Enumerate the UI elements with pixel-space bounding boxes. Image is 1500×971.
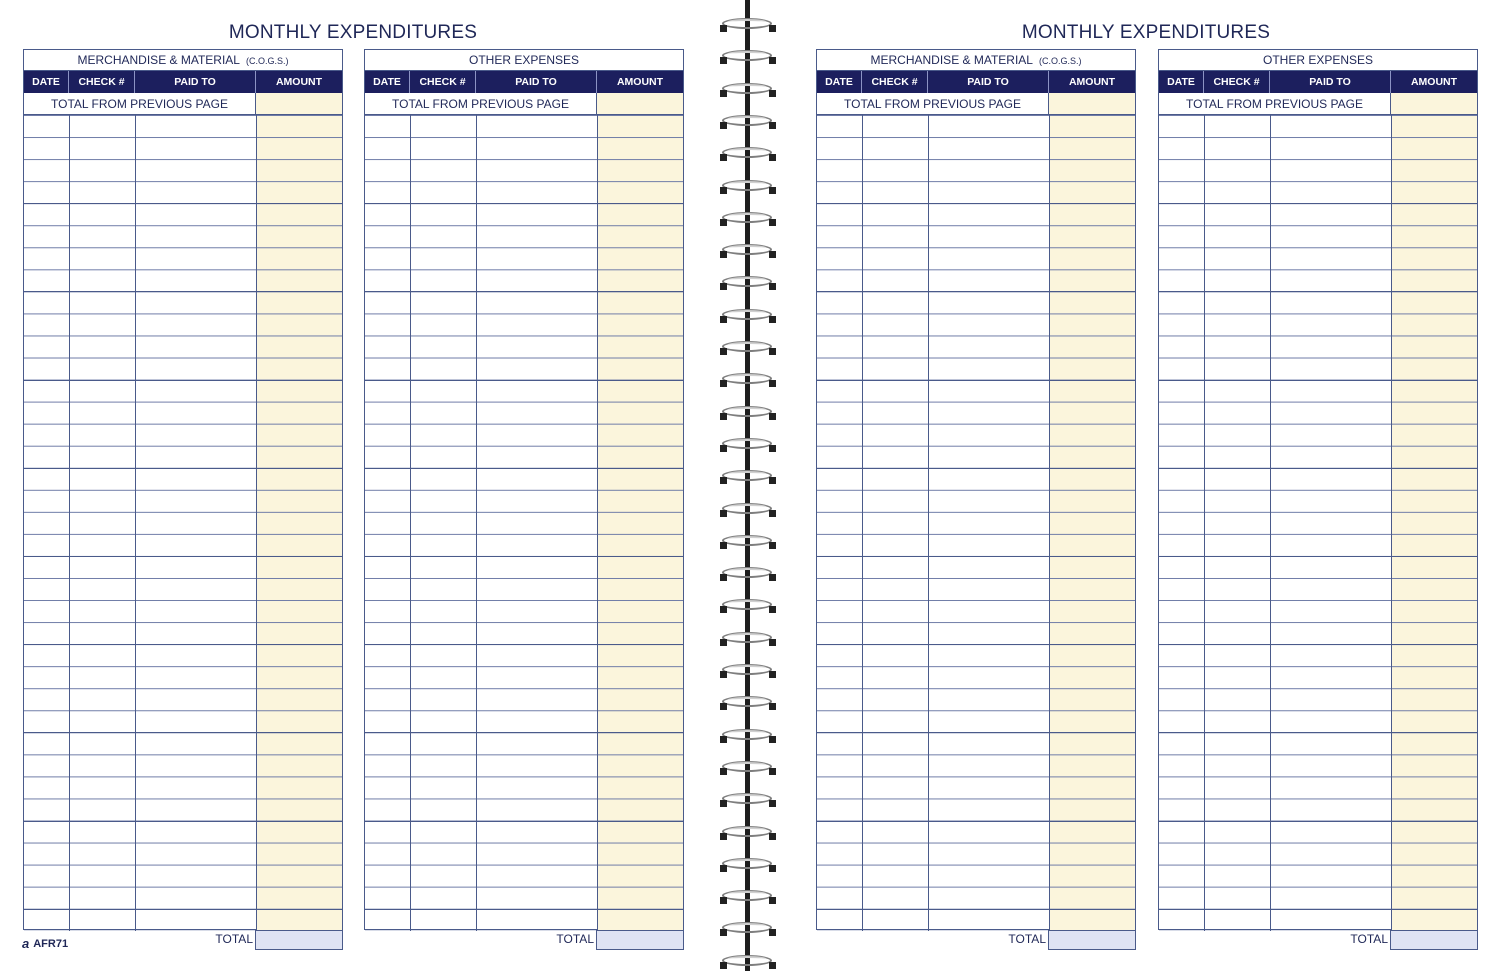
brand-logo-icon: a [22,936,30,951]
grid-group-line [1159,291,1477,292]
col-paid-to: PAID TO [1270,71,1391,93]
grid-group-line [1159,732,1477,733]
grid-group-line [24,821,342,822]
amount-column[interactable] [597,115,683,931]
grid-divider [1270,115,1271,931]
spiral-ring [722,309,774,324]
spiral-ring [722,567,774,582]
grid-group-line [1159,556,1477,557]
page-title-right: MONTHLY EXPENDITURES [1021,22,1271,43]
col-check: CHECK # [69,71,135,93]
spiral-ring [722,276,774,291]
grid-group-line [365,821,683,822]
spiral-ring [722,922,774,937]
entry-grid[interactable] [365,115,683,931]
ledger-other-right [1158,49,1478,930]
total-row [23,930,343,950]
section-title [24,50,342,71]
grid-group-line [1159,203,1477,204]
entry-grid[interactable] [24,115,342,931]
total-label: TOTAL [1008,932,1046,946]
spiral-ring [722,406,774,421]
section-subtitle: (C.O.G.S.) [245,56,289,66]
total-from-previous-label: TOTAL FROM PREVIOUS PAGE [365,93,597,114]
grid-divider [135,115,136,931]
amount-column[interactable] [1391,115,1477,931]
col-amount: AMOUNT [616,76,664,88]
grid-group-line [24,732,342,733]
section-title-text: OTHER EXPENSES [468,53,580,67]
spiral-ring [722,632,774,647]
grid-group-line [817,644,1135,645]
total-label: TOTAL [215,932,253,946]
spiral-ring [722,535,774,550]
spiral-ring [722,373,774,388]
total-label: TOTAL [556,932,594,946]
grid-divider [256,115,257,931]
spiral-ring [722,826,774,841]
spiral-ring [722,503,774,518]
grid-group-line [1159,380,1477,381]
grid-group-line [365,732,683,733]
grid-group-line [365,909,683,910]
ledger-merchandise-right [816,49,1136,930]
ledger-merchandise-left [23,49,343,930]
total-amount-box[interactable] [1048,930,1136,950]
grid-group-line [24,644,342,645]
spiral-ring [722,212,774,227]
grid-group-line [1159,468,1477,469]
total-from-previous-amount[interactable] [597,93,683,114]
total-amount-box[interactable] [596,930,684,950]
spiral-ring [722,18,774,33]
grid-group-line [1159,644,1477,645]
spiral-ring [722,729,774,744]
col-check: CHECK # [1204,71,1270,93]
spiral-ring [722,50,774,65]
section-subtitle: (C.O.G.S.) [1038,56,1082,66]
total-amount-box[interactable] [255,930,343,950]
col-date: DATE [817,71,862,93]
spiral-ring [722,438,774,453]
total-from-previous-row [365,93,683,115]
grid-divider [69,115,70,931]
grid-group-line [817,380,1135,381]
grid-group-line [1159,909,1477,910]
total-from-previous-label: TOTAL FROM PREVIOUS PAGE [1159,93,1391,114]
grid-group-line [817,556,1135,557]
grid-group-line [817,821,1135,822]
col-paid-to: PAID TO [476,71,597,93]
spiral-ring [722,696,774,711]
spiral-ring [722,244,774,259]
grid-group-line [1159,821,1477,822]
grid-group-line [365,203,683,204]
grid-divider [1391,115,1392,931]
grid-divider [928,115,929,931]
grid-group-line [365,291,683,292]
section-title-text: MERCHANDISE & MATERIAL [870,53,1033,67]
grid-group-line [24,909,342,910]
grid-group-line [817,468,1135,469]
grid-divider [862,115,863,931]
grid-group-line [817,909,1135,910]
total-from-previous-row [24,93,342,115]
total-label: TOTAL [1350,932,1388,946]
product-code: AFR71 [33,937,69,950]
col-date: DATE [24,71,69,93]
grid-divider [476,115,477,931]
grid-divider [597,115,598,931]
total-from-previous-row [1159,93,1477,115]
col-check: CHECK # [862,71,928,93]
col-date: DATE [365,71,410,93]
grid-group-line [817,291,1135,292]
total-from-previous-amount[interactable] [1049,93,1135,114]
grid-group-line [365,380,683,381]
grid-group-line [24,556,342,557]
spiral-ring [722,599,774,614]
total-from-previous-row [817,93,1135,115]
grid-group-line [365,644,683,645]
total-amount-box[interactable] [1390,930,1478,950]
col-amount: AMOUNT [1410,76,1458,88]
spiral-ring [722,147,774,162]
spiral-ring [722,858,774,873]
ledger-other-left [364,49,684,930]
col-paid-to: PAID TO [928,71,1049,93]
grid-divider [1204,115,1205,931]
col-paid-to: PAID TO [135,71,256,93]
footer-product-code [22,936,68,951]
grid-group-line [365,468,683,469]
col-amount: AMOUNT [1068,76,1116,88]
spiral-ring [722,470,774,485]
total-row [1158,930,1478,950]
grid-group-line [24,203,342,204]
grid-group-line [817,203,1135,204]
spiral-ring [722,664,774,679]
spiral-ring [722,793,774,808]
grid-group-line [24,291,342,292]
section-title [817,50,1135,71]
page-title-left: MONTHLY EXPENDITURES [228,22,478,43]
entry-grid[interactable] [1159,115,1477,931]
spiral-ring [722,955,774,970]
total-from-previous-label: TOTAL FROM PREVIOUS PAGE [24,93,256,114]
grid-group-line [24,380,342,381]
spiral-ring [722,83,774,98]
col-check: CHECK # [410,71,476,93]
column-header-row [365,71,683,93]
grid-group-line [817,732,1135,733]
total-from-previous-label: TOTAL FROM PREVIOUS PAGE [817,93,1049,114]
amount-column[interactable] [256,115,342,931]
column-header-row [817,71,1135,93]
grid-divider [1049,115,1050,931]
section-title-text: MERCHANDISE & MATERIAL [77,53,240,67]
column-header-row [1159,71,1477,93]
total-row [364,930,684,950]
entry-grid[interactable] [817,115,1135,931]
spiral-ring [722,341,774,356]
amount-column[interactable] [1049,115,1135,931]
section-title [365,50,683,71]
spiral-ring [722,115,774,130]
spiral-ring [722,890,774,905]
col-date: DATE [1159,71,1204,93]
spiral-ring [722,761,774,776]
spiral-ring [722,180,774,195]
col-amount: AMOUNT [275,76,323,88]
total-from-previous-amount[interactable] [1391,93,1477,114]
total-row [816,930,1136,950]
grid-divider [410,115,411,931]
grid-group-line [365,556,683,557]
total-from-previous-amount[interactable] [256,93,342,114]
column-header-row [24,71,342,93]
section-title-text: OTHER EXPENSES [1262,53,1374,67]
section-title [1159,50,1477,71]
grid-group-line [24,468,342,469]
